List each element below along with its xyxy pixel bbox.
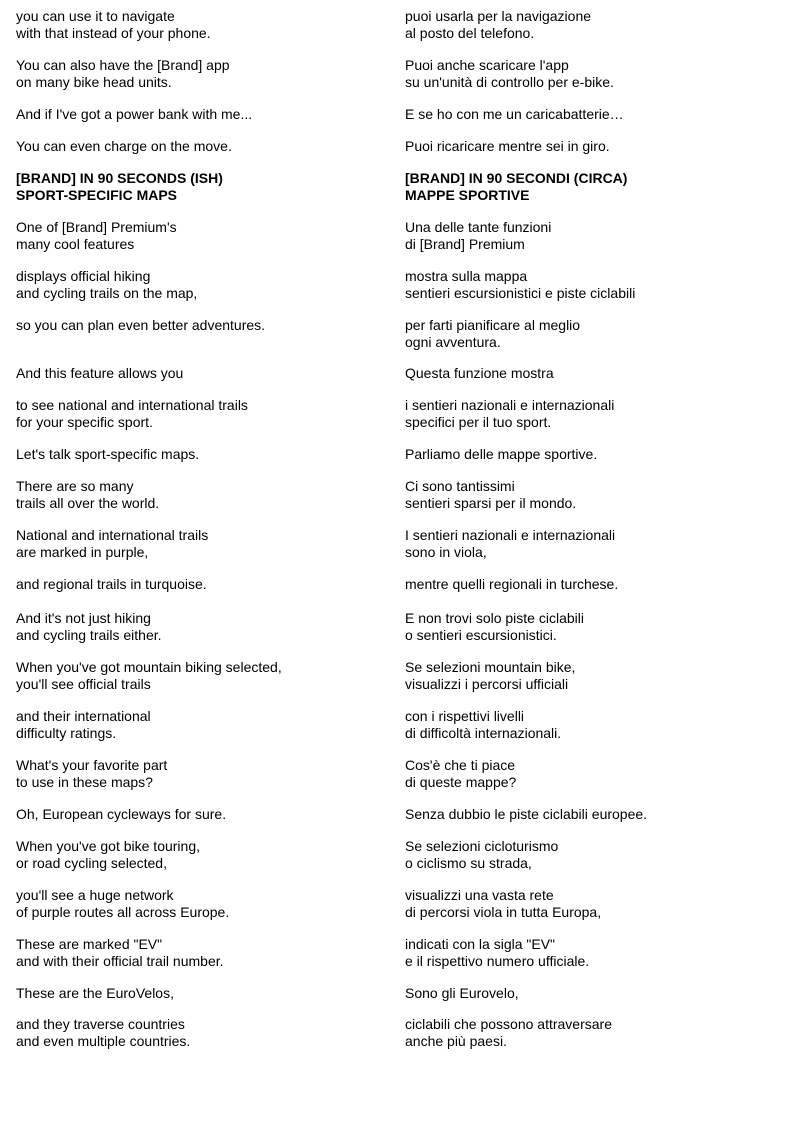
translation-text: Puoi ricaricare mentre sei in giro. bbox=[405, 138, 610, 154]
source-text: And it's not just hiking and cycling trails either. bbox=[16, 610, 162, 643]
source-text: and regional trails in turquoise. bbox=[16, 576, 207, 592]
translation-text: Una delle tante funzioni di [Brand] Premium bbox=[405, 219, 552, 252]
translation-text: ciclabili che possono attraversare anche più paesi. bbox=[405, 1016, 612, 1049]
translation-text: puoi usarla per la navigazione al posto del telefono. bbox=[405, 8, 592, 41]
source-text: Let's talk sport-specific maps. bbox=[16, 446, 200, 462]
source-text: you'll see a huge network of purple routes all across Europe. bbox=[16, 887, 230, 920]
translation-text: Puoi anche scaricare l'app su un'unità di controllo per e-bike. bbox=[405, 57, 614, 90]
translation-text: Questa funzione mostra bbox=[405, 365, 554, 381]
translation-text: Cos'è che ti piace di queste mappe? bbox=[405, 757, 517, 790]
source-text: National and international trails are marked in purple, bbox=[16, 527, 209, 560]
heading-translation-text: [BRAND] IN 90 SECONDI (CIRCA) MAPPE SPORTIVE bbox=[405, 170, 628, 203]
source-text: And this feature allows you bbox=[16, 365, 184, 381]
source-text: When you've got bike touring, or road cycling selected, bbox=[16, 838, 201, 871]
translation-text: E non trovi solo piste ciclabili o sentieri escursionistici. bbox=[405, 610, 584, 643]
source-text: and they traverse countries and even multiple countries. bbox=[16, 1016, 191, 1049]
translation-text: E se ho con me un caricabatterie… bbox=[405, 106, 624, 122]
translation-text: Se selezioni cicloturismo o ciclismo su strada, bbox=[405, 838, 559, 871]
translation-text: Parliamo delle mappe sportive. bbox=[405, 446, 598, 462]
heading-source-text: [BRAND] IN 90 SECONDS (ISH) SPORT-SPECIFIC MAPS bbox=[16, 170, 223, 203]
translation-text: mentre quelli regionali in turchese. bbox=[405, 576, 619, 592]
translation-text: Senza dubbio le piste ciclabili europee. bbox=[405, 806, 648, 822]
source-text: What's your favorite part to use in these maps? bbox=[16, 757, 168, 790]
translation-text: mostra sulla mappa sentieri escursionistici e piste ciclabili bbox=[405, 268, 636, 301]
source-text: These are the EuroVelos, bbox=[16, 985, 174, 1001]
translation-text: Sono gli Eurovelo, bbox=[405, 985, 519, 1001]
source-text: you can use it to navigate with that instead of your phone. bbox=[16, 8, 211, 41]
translation-text: I sentieri nazionali e internazionali sono in viola, bbox=[405, 527, 616, 560]
source-text: Oh, European cycleways for sure. bbox=[16, 806, 227, 822]
source-text: And if I've got a power bank with me... bbox=[16, 106, 253, 122]
translation-text: con i rispettivi livelli di difficoltà internazionali. bbox=[405, 708, 562, 741]
source-text: to see national and international trails for your specific sport. bbox=[16, 397, 248, 430]
translation-text: Ci sono tantissimi sentieri sparsi per il mondo. bbox=[405, 478, 577, 511]
source-text: These are marked "EV" and with their official trail number. bbox=[16, 936, 224, 969]
source-text: displays official hiking and cycling trails on the map, bbox=[16, 268, 198, 301]
translation-text: Se selezioni mountain bike, visualizzi i percorsi ufficiali bbox=[405, 659, 576, 692]
translation-text: per farti pianificare al meglio ogni avventura. bbox=[405, 317, 581, 350]
translation-text: visualizzi una vasta rete di percorsi viola in tutta Europa, bbox=[405, 887, 602, 920]
source-text: There are so many trails all over the world. bbox=[16, 478, 160, 511]
source-text: and their international difficulty ratings. bbox=[16, 708, 151, 741]
source-text: When you've got mountain biking selected, you'll see official trails bbox=[16, 659, 282, 692]
translation-text: indicati con la sigla "EV" e il rispettivo numero ufficiale. bbox=[405, 936, 590, 969]
translation-text: i sentieri nazionali e internazionali specifici per il tuo sport. bbox=[405, 397, 615, 430]
source-text: One of [Brand] Premium's many cool features bbox=[16, 219, 177, 252]
source-text: You can even charge on the move. bbox=[16, 138, 232, 154]
source-text: so you can plan even better adventures. bbox=[16, 317, 266, 333]
source-text: You can also have the [Brand] app on many bike head units. bbox=[16, 57, 230, 90]
